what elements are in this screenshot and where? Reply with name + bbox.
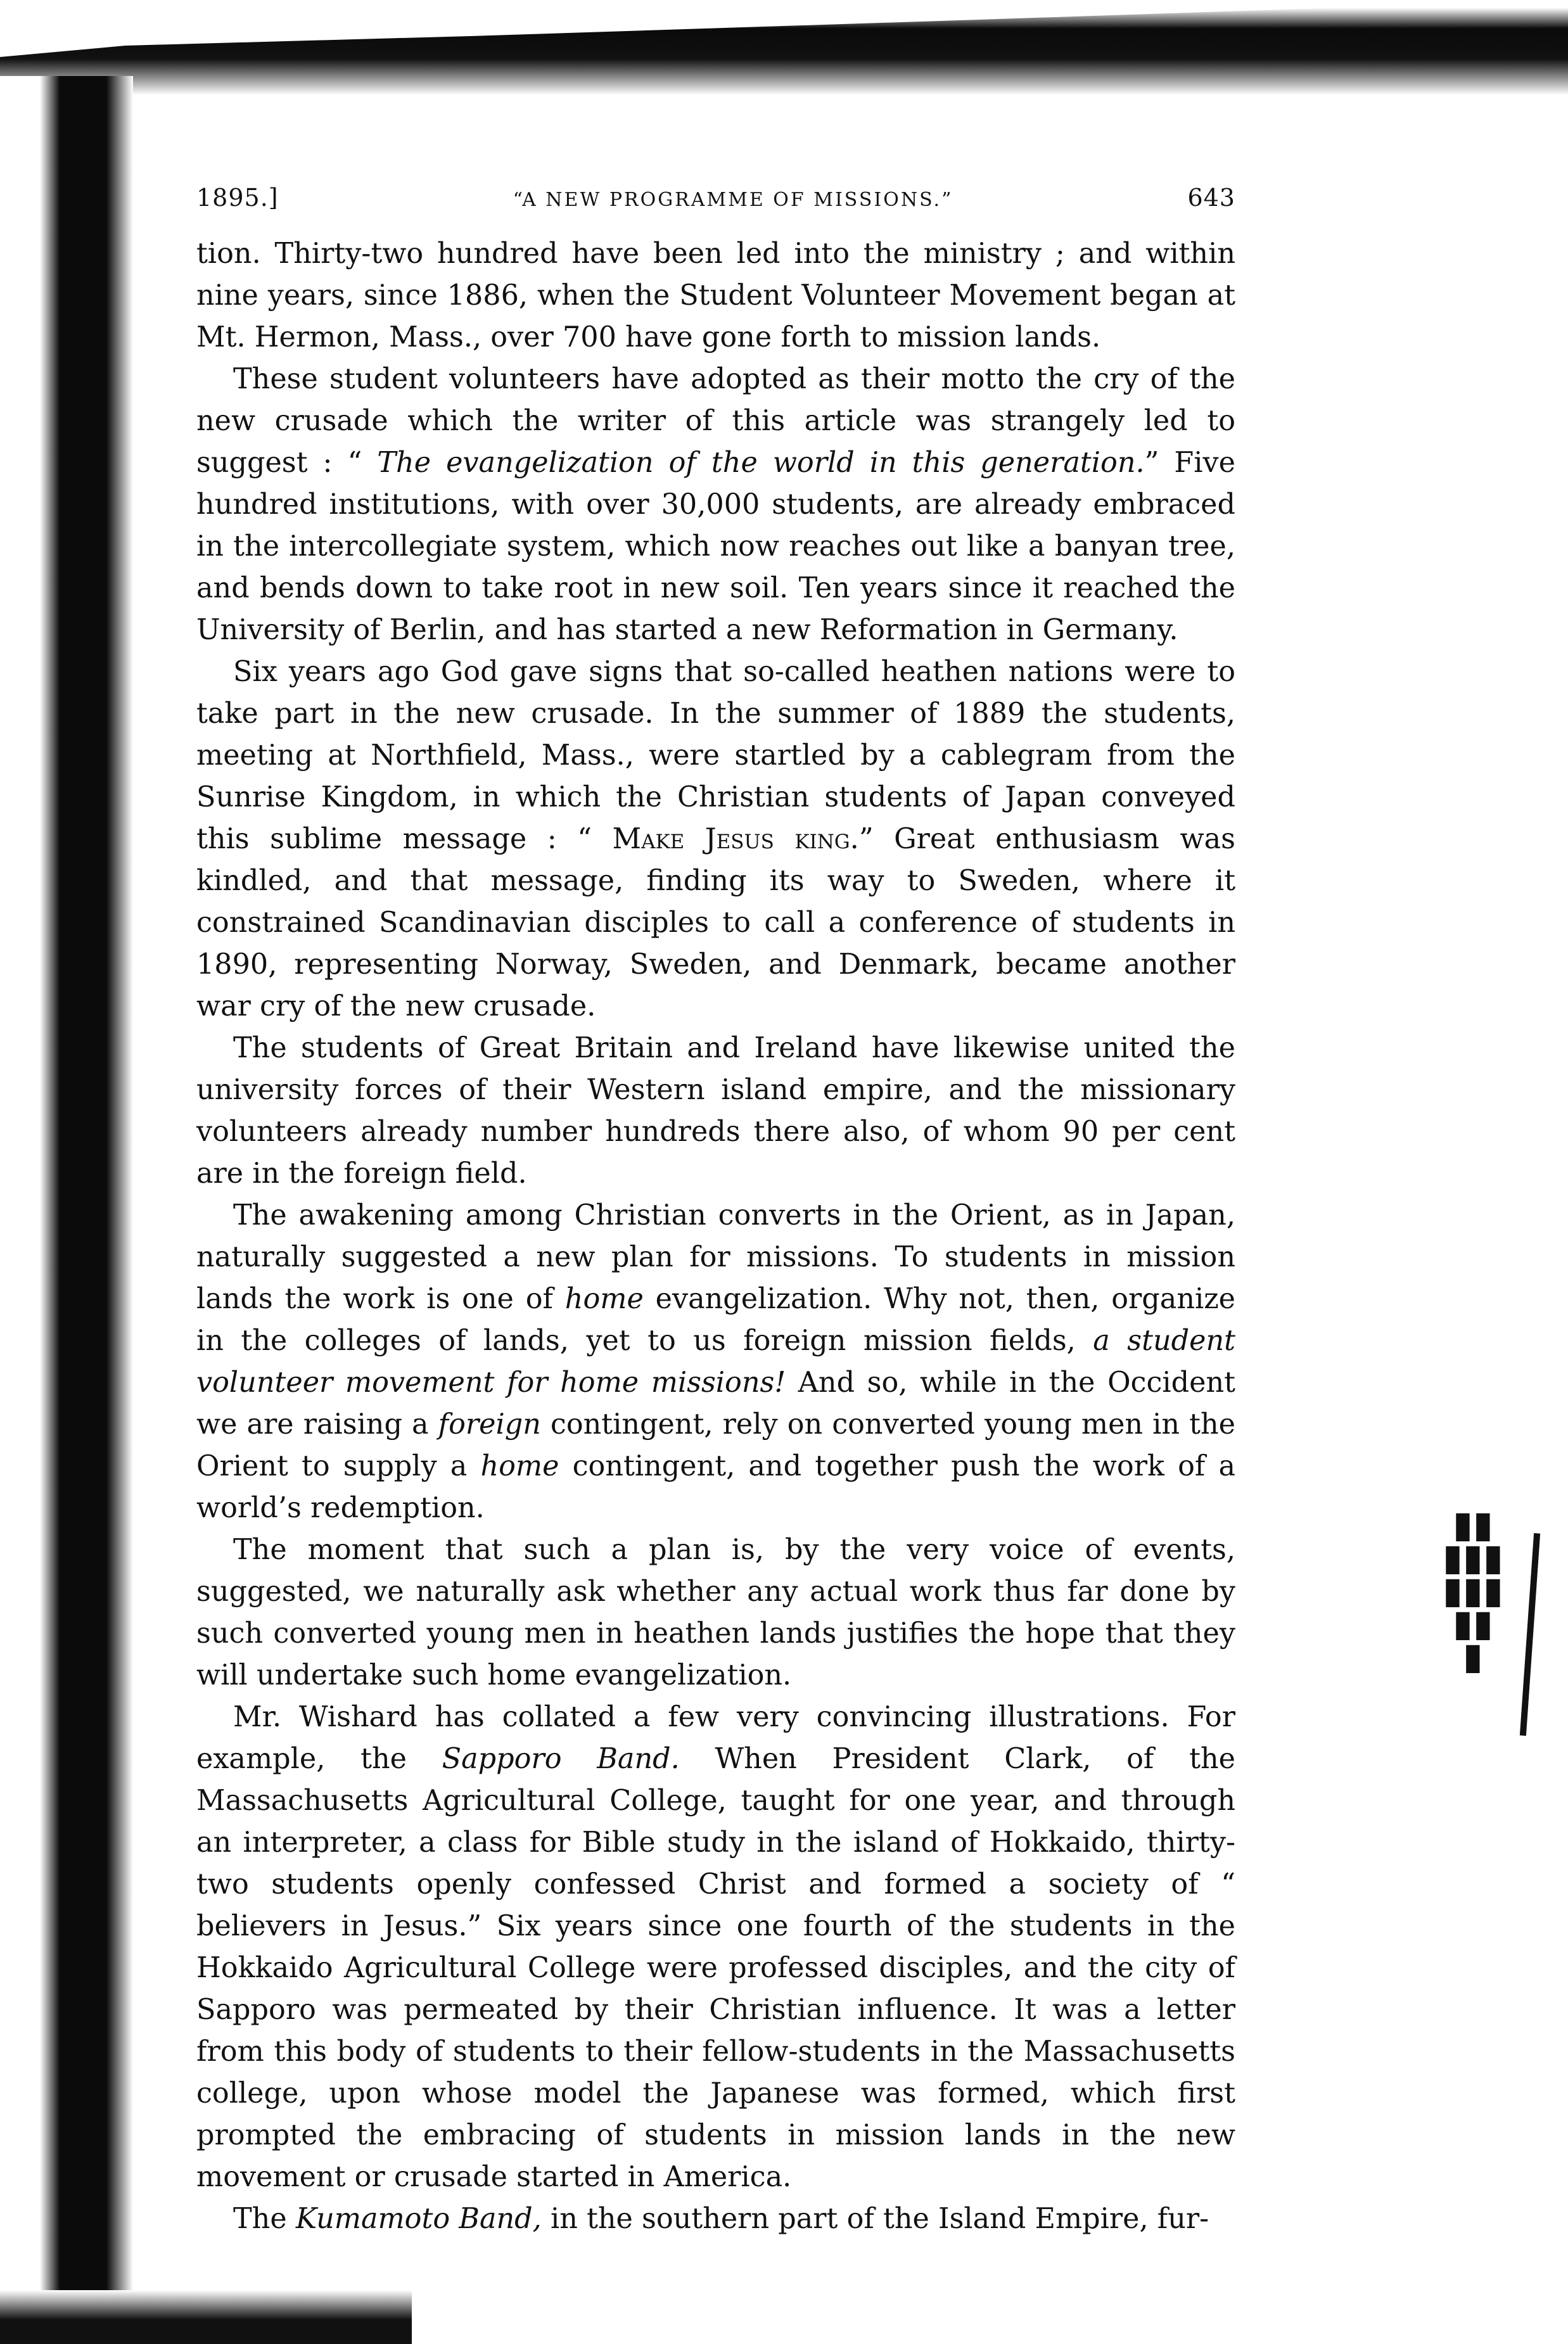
text-run: The students of Great Britain and Ireland have likewise united the university forces of their Western island empire, and the missionary volunteers already number hundreds there also, of whom 90 per cent are in the foreign field.: [196, 1032, 1235, 1190]
text-run: Sapporo Band.: [442, 1743, 680, 1775]
text-run: evangelization. Why not, then, organize in the colleges of lands, yet to us foreign mission fields,: [196, 1283, 1235, 1357]
text-run: When President Clark, of the Massachusetts Agricultural College, taught for one year, and through an interpreter, a class for Bible study in the island of Hokkaido, thirty-two students openly confessed Christ and formed a society of “ believers in Jesus.” Six years since one fourth of the students in the Hokkaido Agricultural College were professed disciples, and the city of Sapporo was permeated by their Christian influence. It was a letter from this body of students to their fellow-students in the Massachusetts college, upon whose model the Japanese was formed, which first prompted the embracing of students in mission lands in the new movement or crusade started in America.: [196, 1743, 1235, 2193]
text-run: ” Five hundred institutions, with over 30,000 students, are already embraced in the intercollegiate system, which now reaches out like a banyan tree, and bends down to take root in new soil. Ten years since it reached the University of Berlin, and has started a new Reformation in Germany.: [196, 447, 1236, 646]
paragraph: [196, 233, 1235, 359]
text-run: The evangelization of the world in this generation.: [377, 447, 1145, 479]
paragraph: [196, 1195, 1235, 1529]
text-run: The moment that such a plan is, by the very voice of events, suggested, we naturally ask whether any actual work thus far done by such converted young men in heathen lands justifies the hope that they will undertake such home evangelization.: [196, 1534, 1235, 1691]
bleed-through-marks: ▮▮ ▮▮▮ ▮▮▮ ▮▮ ▮: [1443, 1503, 1503, 1678]
text-run: The awakening among Christian converts in the Orient, as in Japan, naturally suggested a new plan for missions. To students in mission lands the work is one of: [196, 1199, 1235, 1315]
paragraph: [196, 1697, 1235, 2198]
text-run: in the southern part of the Island Empire, fur-: [541, 2203, 1209, 2235]
text-run: The: [233, 2203, 296, 2235]
paragraph: [196, 1529, 1235, 1697]
paragraph: [196, 1028, 1235, 1195]
text-run: a student volunteer movement for home missions!: [196, 1325, 1236, 1399]
scan-mark: [1520, 1533, 1540, 1736]
text-run: Make Jesus king.: [612, 823, 859, 855]
paragraph: [196, 651, 1235, 1028]
text-run: home: [564, 1283, 644, 1315]
running-title: “A NEW PROGRAMME OF MISSIONS.”: [513, 189, 953, 211]
scan-binding-shadow: [0, 76, 133, 2344]
paragraph: [196, 2198, 1235, 2240]
text-run: contingent, rely on converted young men in the Orient to supply a: [196, 1408, 1235, 1482]
text-run: foreign: [438, 1408, 541, 1441]
text-run: And so, while in the Occident we are raising a: [196, 1366, 1235, 1441]
page-number: 643: [1187, 184, 1235, 212]
paragraph: [196, 359, 1235, 651]
text-run: home: [480, 1450, 559, 1482]
text-run: These student volunteers have adopted as their motto the cry of the new crusade which the writer of this article was strangely led to suggest : “: [196, 363, 1235, 479]
book-page: [196, 184, 1235, 2240]
text-run: Mr. Wishard has collated a few very convincing illustrations. For example, the: [196, 1701, 1235, 1775]
text-run: contingent, and together push the work of a world’s redemption.: [196, 1450, 1235, 1524]
body-text: [196, 233, 1235, 2240]
text-run: Six years ago God gave signs that so-called heathen nations were to take part in the new crusade. In the summer of 1889 the students, meeting at Northfield, Mass., were startled by a cablegram from the Sunrise Kingdom, in which the Christian students of Japan conveyed this sublime message : “: [196, 656, 1235, 855]
scan-edge-bottom: [0, 2290, 412, 2344]
page-year: 1895.]: [196, 184, 279, 212]
scan-edge-top: [0, 0, 1568, 95]
text-run: tion. Thirty-two hundred have been led into the ministry ; and within nine years, since 1886, when the Student Volunteer Movement began at Mt. Hermon, Mass., over 700 have gone forth to mission lands.: [196, 238, 1235, 354]
text-run: ” Great enthusiasm was kindled, and that message, finding its way to Sweden, where it constrained Scandinavian disciples to call a conference of students in 1890, representing Norway, Sweden, and Denmark, became another war cry of the new crusade.: [196, 823, 1235, 1022]
running-head: [196, 184, 1235, 212]
text-run: Kumamoto Band,: [295, 2203, 542, 2235]
